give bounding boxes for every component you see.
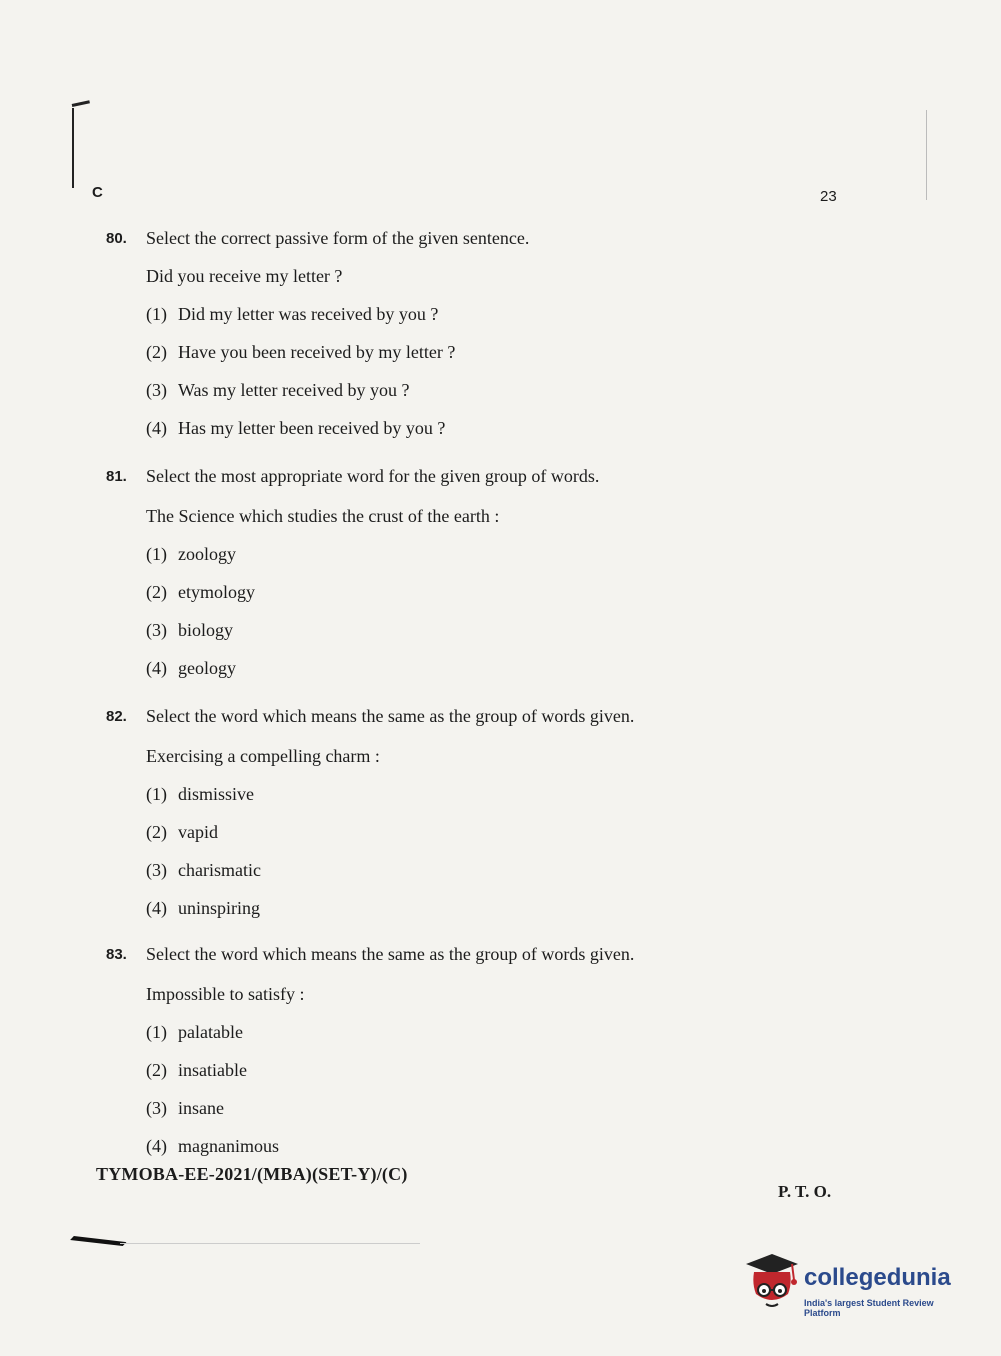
option <box>146 304 438 325</box>
option-text: vapid <box>178 822 218 842</box>
option-number: (3) <box>146 1098 167 1118</box>
pto-label: P. T. O. <box>778 1182 832 1201</box>
option-number: (4) <box>146 1136 167 1156</box>
option-text: magnanimous <box>178 1136 279 1156</box>
option <box>146 582 255 603</box>
option-number: (1) <box>146 784 167 804</box>
option <box>146 342 455 363</box>
option-number: (2) <box>146 1060 167 1080</box>
option-number: (2) <box>146 582 167 602</box>
scan-edge-mark <box>72 108 74 188</box>
question-stem: Did you receive my letter ? <box>146 266 343 286</box>
brand-name: collegedunia <box>804 1264 951 1291</box>
option <box>146 544 236 565</box>
option-number: (4) <box>146 658 167 678</box>
question-stem: Exercising a compelling charm : <box>146 746 380 766</box>
option-text: zoology <box>178 544 236 564</box>
option-number: (1) <box>146 304 167 324</box>
option-number: (4) <box>146 418 167 438</box>
option-text: insatiable <box>178 1060 247 1080</box>
option-text: Did my letter was received by you ? <box>178 304 439 324</box>
option-text: geology <box>178 658 236 678</box>
option <box>146 822 218 843</box>
option-text: etymology <box>178 582 255 602</box>
question-number: 82. <box>106 708 127 725</box>
option <box>146 418 445 439</box>
set-code: C <box>92 184 103 201</box>
option <box>146 860 261 881</box>
page-number: 23 <box>820 188 837 205</box>
option-number: (2) <box>146 342 167 362</box>
option-number: (1) <box>146 1022 167 1042</box>
option-text: Have you been received by my letter ? <box>178 342 456 362</box>
option <box>146 658 236 679</box>
option-number: (3) <box>146 860 167 880</box>
scan-edge-mark <box>72 100 90 107</box>
option-text: Was my letter received by you ? <box>178 380 410 400</box>
option <box>146 784 254 805</box>
option-text: charismatic <box>178 860 261 880</box>
option-text: biology <box>178 620 234 640</box>
option-text: palatable <box>178 1022 243 1042</box>
option-text: dismissive <box>178 784 255 804</box>
brand-tagline: India's largest Student Review Platform <box>804 1298 934 1318</box>
question-prompt: Select the most appropriate word for the given group of words. <box>146 466 600 486</box>
option-number: (2) <box>146 822 167 842</box>
question-prompt: Select the correct passive form of the given sentence. <box>146 228 530 248</box>
question-prompt: Select the word which means the same as the group of words given. <box>146 706 635 726</box>
option <box>146 1022 243 1043</box>
option <box>146 1060 247 1081</box>
question-number: 83. <box>106 946 127 963</box>
option <box>146 1098 224 1119</box>
option-number: (3) <box>146 380 167 400</box>
paper-code: TYMOBA-EE-2021/(MBA)(SET-Y)/(C) <box>96 1164 408 1184</box>
option <box>146 1136 279 1157</box>
mascot-icon <box>742 1250 802 1318</box>
option-text: uninspiring <box>178 898 261 918</box>
collegedunia-watermark <box>742 1250 972 1318</box>
option <box>146 380 409 401</box>
question-number: 80. <box>106 230 127 247</box>
question-stem: The Science which studies the crust of the earth : <box>146 506 500 526</box>
option-number: (4) <box>146 898 167 918</box>
scan-edge-mark <box>70 1236 126 1246</box>
question-stem: Impossible to satisfy : <box>146 984 305 1004</box>
option-number: (1) <box>146 544 167 564</box>
scan-edge-mark <box>120 1243 420 1244</box>
option-text: insane <box>178 1098 224 1118</box>
question-number: 81. <box>106 468 127 485</box>
option-text: Has my letter been received by you ? <box>178 418 446 438</box>
option <box>146 620 233 641</box>
option-number: (3) <box>146 620 167 640</box>
scan-edge-mark <box>926 110 927 200</box>
option <box>146 898 260 919</box>
question-prompt: Select the word which means the same as the group of words given. <box>146 944 635 964</box>
